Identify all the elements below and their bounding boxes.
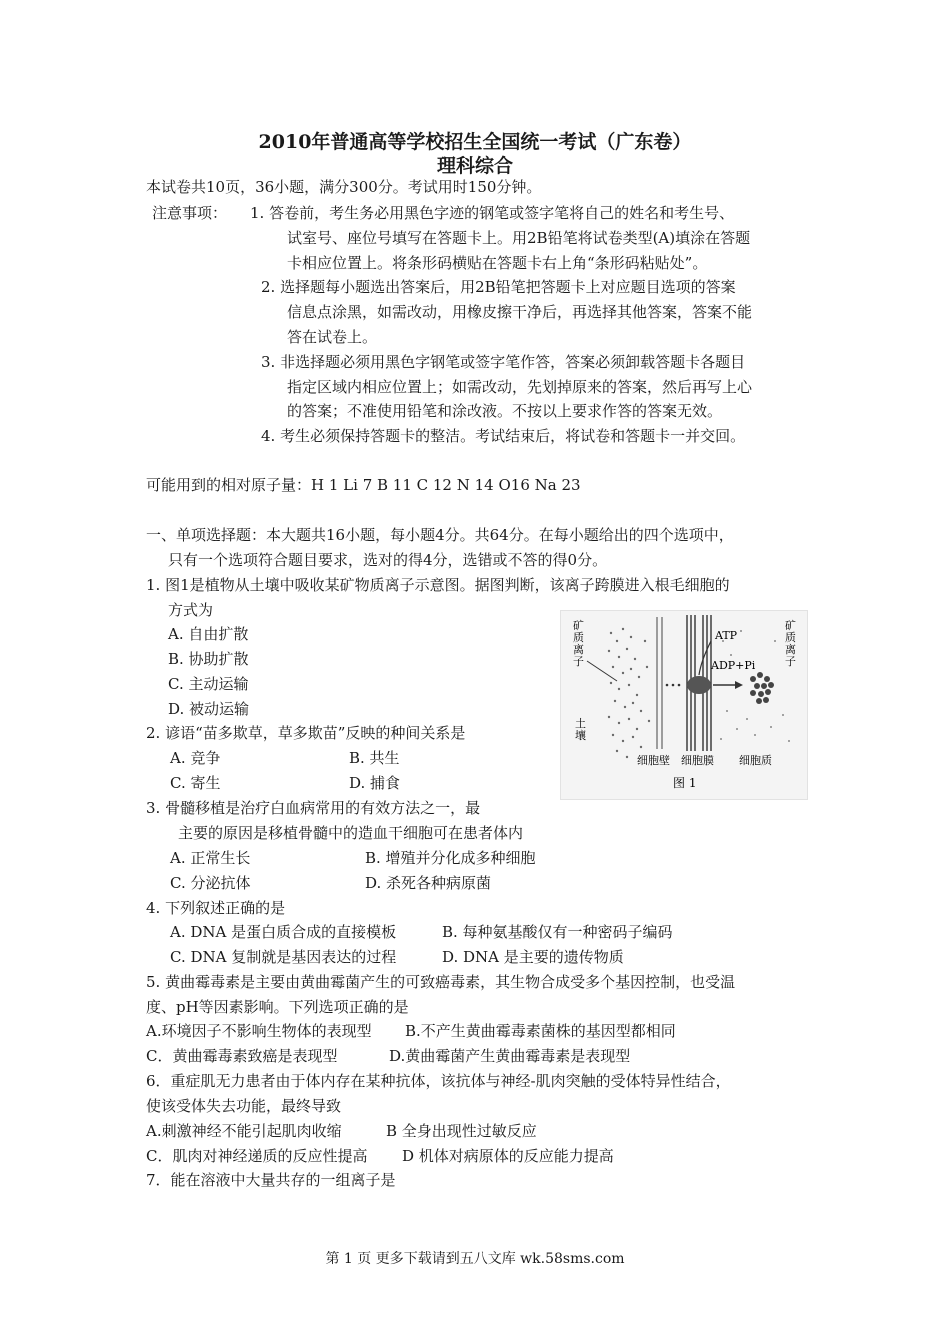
- ion-arrow-head: [735, 681, 743, 689]
- notice-3-line-2: 指定区域内相应位置上；如需改动，先划掉原来的答案，然后再写上心: [287, 378, 753, 396]
- section-1-line-1: 一、单项选择题：本大题共16小题，每小题4分。共64分。在每小题给出的四个选项中，: [146, 526, 734, 544]
- label-adp: ADP+Pi: [711, 659, 756, 672]
- notice-3-line-1: 3. 非选择题必须用黑色字钢笔或签字笔作答，答案必须卸载答题卡各题目: [261, 353, 746, 371]
- q5-option-c: C．黄曲霉毒素致癌是表现型: [146, 1047, 338, 1065]
- q1-stem-line-1: 1. 图1是植物从土壤中吸收某矿物质离子示意图。据图判断，该离子跨膜进入根毛细胞的: [146, 576, 730, 594]
- q5-stem-line-2: 度、pH等因素影响。下列选项正确的是: [146, 998, 409, 1016]
- figure-1-diagram: [561, 611, 807, 799]
- q3-option-d: D. 杀死各种病原菌: [365, 874, 492, 892]
- carrier-protein: [687, 676, 711, 694]
- ion-cluster: [750, 672, 774, 704]
- section-1-line-2: 只有一个选项符合题目要求，选对的得4分，选错或不答的得0分。: [168, 551, 608, 569]
- q2-stem: 2. 谚语“苗多欺草，草多欺苗”反映的种间关系是: [146, 724, 466, 742]
- q6-stem-line-2: 使该受体失去功能，最终导致: [146, 1097, 342, 1115]
- q2-option-d: D. 捕食: [349, 774, 401, 792]
- q4-stem: 4. 下列叙述正确的是: [146, 899, 286, 917]
- atomic-masses: 可能用到的相对原子量：H 1 Li 7 B 11 C 12 N 14 O16 Na 23: [146, 476, 581, 494]
- q3-stem-line-2: 主要的原因是移植骨髓中的造血干细胞可在患者体内: [178, 824, 524, 842]
- atp-arrow: [699, 641, 711, 675]
- q3-option-c: C. 分泌抗体: [170, 874, 251, 892]
- notice-3-line-3: 的答案；不准使用铅笔和涂改液。不按以上要求作答的答案无效。: [287, 402, 723, 420]
- label-soil-1: 土: [575, 717, 586, 730]
- label-atp: ATP: [715, 629, 738, 642]
- q1-option-b: B. 协助扩散: [168, 650, 249, 668]
- q1-stem-line-2: 方式为: [168, 601, 214, 619]
- q2-option-b: B. 共生: [349, 749, 400, 767]
- label-cell-wall: 细胞壁: [637, 754, 670, 767]
- q6-option-b: B 全身出现性过敏反应: [386, 1122, 537, 1140]
- q4-option-c: C. DNA 复制就是基因表达的过程: [170, 948, 397, 966]
- label-cytoplasm: 细胞质: [739, 754, 772, 767]
- soil-particles: [608, 628, 650, 758]
- notice-1-line-1: 1. 答卷前，考生务必用黑色字迹的钢笔或签字笔将自己的姓名和考生号、: [250, 204, 735, 222]
- figure-caption: 图 1: [673, 776, 697, 790]
- page-footer: 第 1 页 更多下载请到五八文库 wk.58sms.com: [325, 1251, 625, 1267]
- label-mineral-left-1: 矿: [573, 619, 584, 632]
- q3-stem-line-1: 3. 骨髓移植是治疗白血病常用的有效方法之一，最: [146, 799, 481, 817]
- notice-2-line-3: 答在试卷上。: [287, 328, 378, 346]
- label-mineral-right-3: 离: [785, 643, 796, 656]
- q1-option-d: D. 被动运输: [168, 700, 250, 718]
- label-membrane: 细胞膜: [681, 754, 714, 767]
- q2-option-a: A. 竞争: [170, 749, 221, 767]
- q3-option-b: B. 增殖并分化成多种细胞: [365, 849, 536, 867]
- q5-stem-line-1: 5. 黄曲霉毒素是主要由黄曲霉菌产生的可致癌毒素，其生物合成受多个基因控制，也受温: [146, 973, 736, 991]
- label-mineral-left-4: 子: [573, 655, 584, 668]
- q6-option-c: C．肌肉对神经递质的反应性提高: [146, 1147, 368, 1165]
- q6-stem-line-1: 6．重症肌无力患者由于体内存在某种抗体，该抗体与神经-肌肉突触的受体特异性结合，: [146, 1072, 731, 1090]
- notice-1-line-3: 卡相应位置上。将条形码横贴在答题卡右上角“条形码粘贴处”。: [287, 254, 708, 272]
- carrier-dots: [666, 684, 681, 687]
- q1-option-a: A. 自由扩散: [168, 625, 249, 643]
- label-mineral-left-2: 质: [573, 631, 584, 644]
- cell-wall: [657, 617, 662, 749]
- q4-option-a: A. DNA 是蛋白质合成的直接模板: [170, 923, 397, 941]
- page-title: 2010年普通高等学校招生全国统一考试（广东卷）: [258, 131, 692, 153]
- q5-option-b: B.不产生黄曲霉毒素菌株的基因型都相同: [405, 1022, 676, 1040]
- q4-option-d: D. DNA 是主要的遗传物质: [442, 948, 624, 966]
- q5-option-d: D.黄曲霉菌产生黄曲霉毒素是表现型: [389, 1047, 631, 1065]
- figure-1: [560, 610, 808, 800]
- q2-option-c: C. 寄生: [170, 774, 221, 792]
- notice-1-line-2: 试室号、座位号填写在答题卡上。用2B铅笔将试卷类型(A)填涂在答题: [287, 229, 751, 247]
- q6-option-d: D 机体对病原体的反应能力提高: [402, 1147, 614, 1165]
- notice-4-line-1: 4. 考生必须保持答题卡的整洁。考试结束后，将试卷和答题卡一并交回。: [261, 427, 746, 445]
- q6-option-a: A.刺激神经不能引起肌肉收缩: [146, 1122, 342, 1140]
- notice-label: 注意事项：: [152, 204, 228, 222]
- label-mineral-right-1: 矿: [785, 619, 796, 632]
- q7-stem: 7．能在溶液中大量共存的一组离子是: [146, 1171, 396, 1189]
- label-soil-2: 壤: [575, 729, 586, 742]
- label-mineral-left-3: 离: [573, 643, 584, 656]
- q3-option-a: A. 正常生长: [170, 849, 251, 867]
- soil-pointer-line: [587, 661, 617, 681]
- notice-2-line-1: 2. 选择题每小题选出答案后，用2B铅笔把答题卡上对应题目选项的答案: [261, 278, 736, 296]
- label-mineral-right-4: 子: [785, 655, 796, 668]
- q1-option-c: C. 主动运输: [168, 675, 249, 693]
- notice-2-line-2: 信息点涂黑，如需改动，用橡皮擦干净后，再选择其他答案，答案不能: [287, 303, 753, 321]
- q4-option-b: B. 每种氨基酸仅有一种密码子编码: [442, 923, 673, 941]
- q5-option-a: A.环境因子不影响生物体的表现型: [146, 1022, 372, 1040]
- page-subtitle: 理科综合: [436, 155, 513, 177]
- intro-text: 本试卷共10页，36小题，满分300分。考试用时150分钟。: [146, 178, 542, 196]
- label-mineral-right-2: 质: [785, 631, 796, 644]
